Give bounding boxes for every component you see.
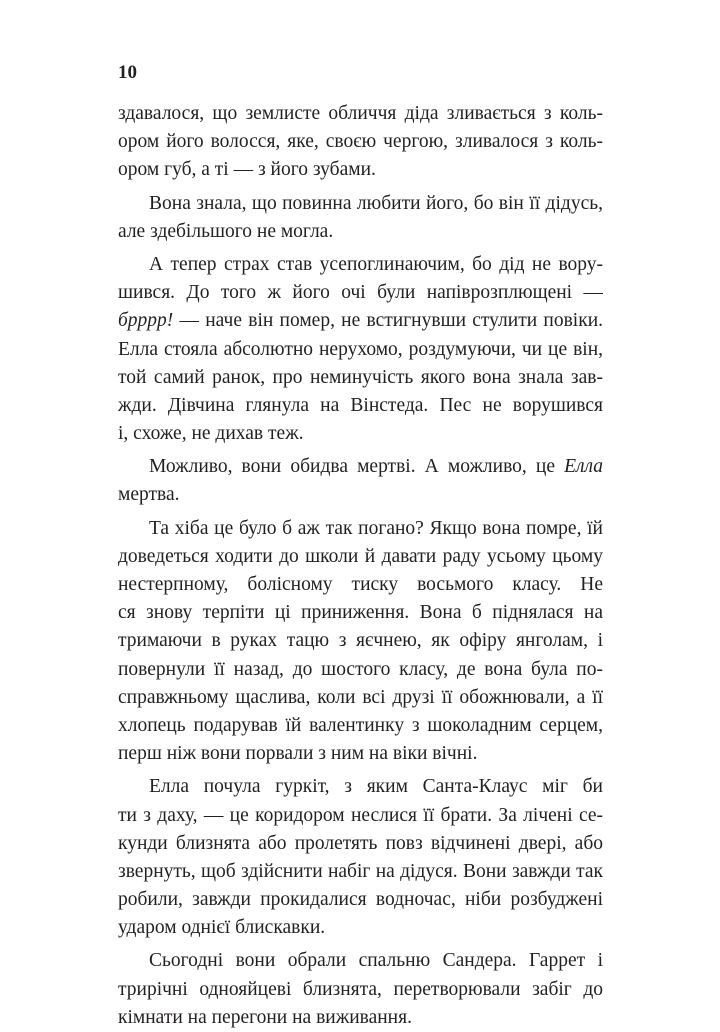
text-line: Елла стояла абсолютно нерухомо, роздумуючи, чи це він, [118, 338, 603, 360]
text-line: шився. До того ж його очі були напіврозплющені — [118, 282, 603, 304]
text-line: А тепер страх став усепоглинаючим, бо дід не вору- [149, 253, 603, 275]
text-line: здавалося, що землисте обличчя діда зливається з коль- [118, 103, 603, 124]
text-line: ором його волосся, яке, своєю чергою, зливалося з коль- [118, 131, 603, 153]
text-line: Елла почула гуркіт, з яким Санта-Клаус міг би [149, 776, 603, 798]
text-line: хлопець подарував їй валентинку з шоколадним серцем, [118, 714, 603, 736]
text-line: ором губ, а ті — з його зубами. [118, 159, 376, 181]
text-line: звернуть, щоб здійснити набіг на дідуся. Вони завжди так [118, 860, 603, 882]
text-line: тримаючи в руках тацю з яєчнею, як офіру янголам, і [118, 630, 603, 652]
text-line: доведеться ходити до школи й давати раду усьому цьому [118, 545, 603, 567]
text-line: ударом однієї блискавки. [118, 917, 326, 939]
text-line: мертва. [118, 484, 180, 506]
text-line: повернули її назад, до шостого класу, де вона була по- [118, 658, 603, 680]
text-line: жди. Дівчина глянула на Вінстеда. Пес не ворушився [118, 394, 603, 416]
text-line: ти з даху, — це коридором неслися її брати. За лічені се- [118, 804, 603, 826]
text-line: робили, завжди прокидалися водночас, ніби розбуджені [118, 889, 603, 911]
text-line: справжньому щаслива, коли всі друзі її обожнювали, а її [118, 686, 603, 708]
text-line: кімнати на перегони на виживання. [118, 1006, 412, 1028]
text-line: ся знову терпіти ці приниження. Вона б піднялася на [118, 602, 603, 624]
text-line: але здебільшого не могла. [118, 220, 334, 242]
page-number: 10 [118, 62, 137, 83]
text-line: Сьогодні вони обрали спальню Сандера. Гаррет і [149, 950, 603, 972]
text-line: і, схоже, не дихав теж. [118, 423, 304, 445]
text-line: брррр! — наче він помер, не встигнувши стулити повіки. [118, 310, 603, 332]
text-line: трирічні однояйцеві близнята, перетворювали забіг до [118, 978, 603, 1000]
text-line: перш ніж вони порвали з ним на віки вічні. [118, 743, 478, 765]
text-line: Можливо, вони обидва мертві. А можливо, це Елла [149, 456, 603, 478]
text-line: нестерпному, болісному тиску восьмого класу. Не [118, 574, 603, 595]
text-line: Вона знала, що повинна любити його, бо він її дідусь, [149, 192, 603, 214]
body-text [118, 100, 603, 1032]
text-line: кунди близнята або пролетять повз відчинені двері, або [118, 832, 603, 854]
text-line: Та хіба це було б аж так погано? Якщо вона помре, їй [149, 517, 603, 539]
text-line: той самий ранок, про неминучість якого вона знала зав- [118, 366, 603, 388]
